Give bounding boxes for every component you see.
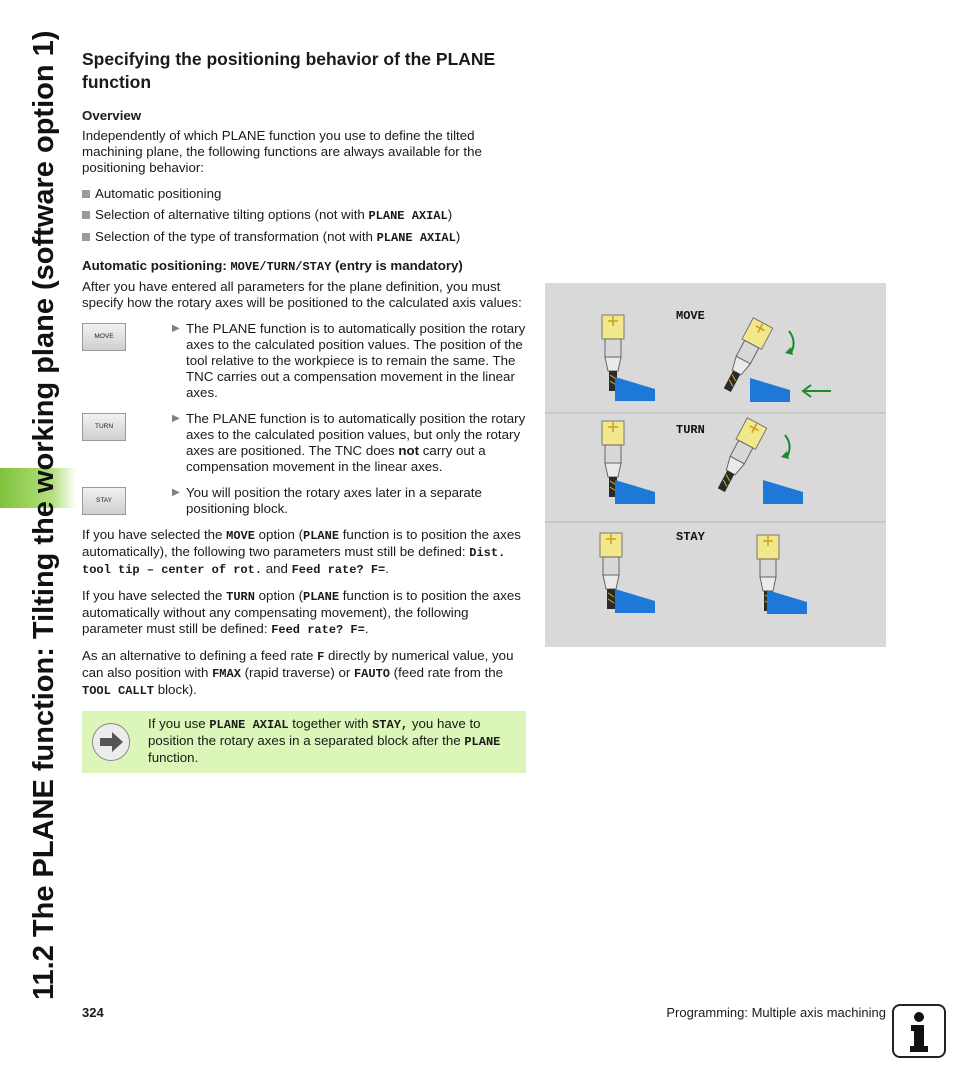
- page-number: 324: [82, 1005, 104, 1020]
- info-icon: [892, 1004, 946, 1058]
- move-figure-label: MOVE: [676, 309, 705, 323]
- feed-rate-paragraph: As an alternative to defining a feed rate F directly by numerical value, you can also position with FMAX (rapid traverse) or FAUTO (feed rate from the TOOL CALLT block).: [82, 648, 514, 698]
- arrow-right-icon: [92, 723, 130, 761]
- bullet-automatic-positioning: Automatic positioning: [82, 186, 526, 202]
- move-parameters-paragraph: If you have selected the MOVE option (PLANE function is to position the axes automatically), the following two parameters must still be defined: Dist. tool tip – center of rot. and Feed rate? F=.: [82, 527, 521, 577]
- move-softkey[interactable]: MOVE: [82, 323, 126, 351]
- turn-description: ▶ The PLANE function is to automatically position the rotary axes to the calculated position values, but only the rotary axes are positioned. The TNC does not carry out a compensation movement in the linear axes.: [172, 411, 526, 475]
- stay-figure-label: STAY: [676, 530, 705, 544]
- move-option: [82, 321, 526, 401]
- footer-chapter: Programming: Multiple axis machining: [666, 1005, 886, 1020]
- stay-softkey[interactable]: STAY: [82, 487, 126, 515]
- stay-description: ▶ You will position the rotary axes later in a separate positioning block.: [172, 485, 526, 517]
- auto-intro: After you have entered all parameters for the plane definition, you must specify how the rotary axes will be positioned to the calculated axis values:: [82, 279, 522, 310]
- turn-figure-label: TURN: [676, 423, 705, 437]
- overview-title: Overview: [82, 108, 142, 123]
- page-heading: Specifying the positioning behavior of the PLANE function: [82, 49, 496, 92]
- move-description: ▶ The PLANE function is to automatically position the rotary axes to the calculated position values. The position of the tool relative to the workpiece is to remain the same. The TNC carries out a compensation movement in the linear axes.: [172, 321, 526, 401]
- positioning-illustration: [545, 283, 886, 647]
- side-chapter-title: 11.2 The PLANE function: Tilting the working plane (software option 1): [28, 30, 60, 1000]
- bullet-tilting-options: Selection of alternative tilting options (not with PLANE AXIAL): [82, 207, 526, 224]
- overview-intro: Independently of which PLANE function you use to define the tilted machining plane, the following functions are always available for the positioning behavior:: [82, 128, 482, 175]
- main-content: [82, 48, 526, 773]
- turn-parameters-paragraph: If you have selected the TURN option (PLANE function is to position the axes automatically without any compensating movement), the following parameter must still be defined: Feed rate? F=.: [82, 588, 521, 637]
- note-box: If you use PLANE AXIAL together with STAY, you have to position the rotary axes in a separated block after the PLANE function.: [82, 711, 526, 773]
- turn-option: [82, 411, 526, 475]
- stay-option: [82, 485, 526, 517]
- turn-softkey[interactable]: TURN: [82, 413, 126, 441]
- bullet-transformation: Selection of the type of transformation (not with PLANE AXIAL): [82, 229, 526, 246]
- auto-positioning-title: Automatic positioning: MOVE/TURN/STAY (entry is mandatory): [82, 258, 463, 274]
